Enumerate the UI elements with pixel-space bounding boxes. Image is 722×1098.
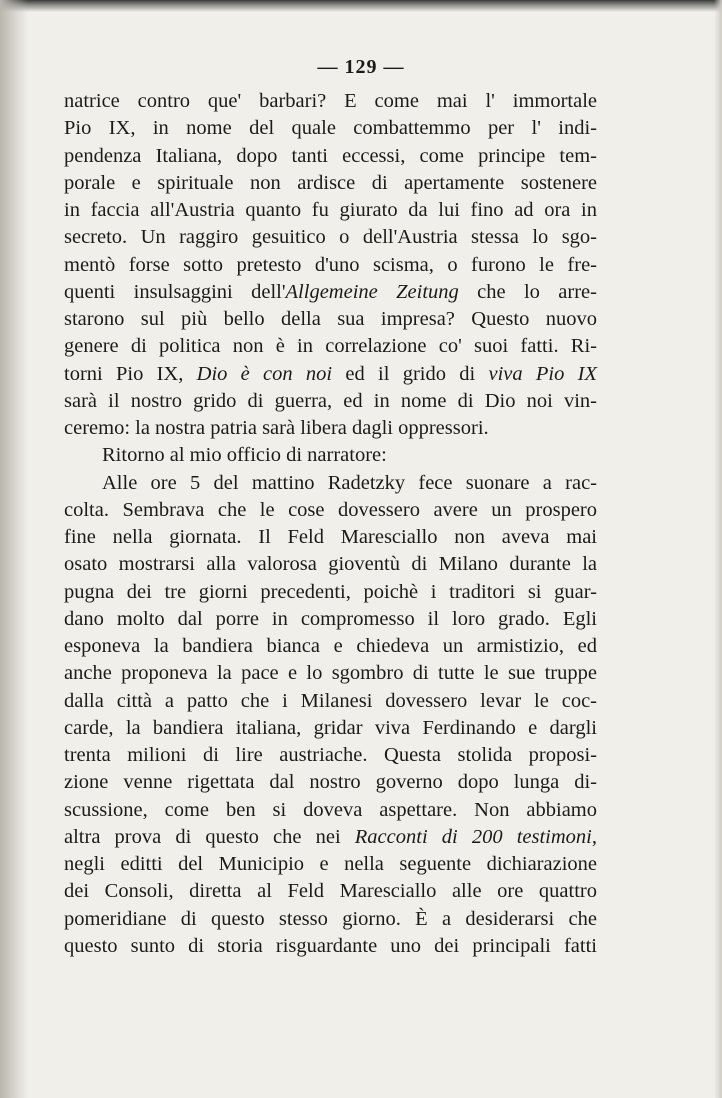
italic-phrase: Racconti di 200 testimoni	[354, 825, 592, 848]
text-line	[64, 361, 597, 388]
text-run: ed il grido di	[332, 362, 489, 385]
text-line: fine nella giornata. Il Feld Maresciallo non aveva mai	[64, 526, 597, 548]
text-line: genere di politica non è in correlazione co' suoi fatti. Ri-	[64, 335, 597, 358]
page-top-shadow	[0, 0, 722, 12]
text-run: quenti insulsaggini dell'	[64, 280, 286, 303]
text-line	[64, 824, 597, 851]
text-line: negli editti del Municipio e nella seguente dichiarazione	[64, 853, 597, 875]
text-line: colta. Sembrava che le cose dovessero avere un prospero	[64, 498, 597, 521]
text-line: pomeridiane di questo stesso giorno. È a desiderarsi che	[64, 907, 597, 930]
text-line: esponeva la bandiera bianca e chiedeva un armistizio, ed	[64, 635, 597, 657]
body-text	[64, 88, 597, 960]
text-line: anche proponeva la pace e lo sgombro di tutte le sue truppe	[64, 662, 597, 685]
page-number: — 129 —	[317, 56, 405, 78]
text-line: zione venne rigettata dal nostro governo dopo lunga di-	[64, 771, 597, 794]
text-line: Pio IX, in nome del quale combattemmo per l' indi-	[64, 117, 597, 140]
text-line: osato mostrarsi alla valorosa gioventù di Milano durante la	[64, 553, 597, 576]
text-line: starono sul più bello della sua impresa? Questo nuovo	[64, 308, 597, 330]
spine-shadow	[0, 0, 28, 1098]
text-line: dei Consoli, diretta al Feld Maresciallo alle ore quattro	[64, 880, 597, 903]
italic-phrase: viva Pio IX	[488, 362, 597, 385]
text-run: altra prova di questo che nei	[64, 825, 355, 848]
italic-phrase: Allgemeine Zeitung	[285, 280, 459, 303]
text-line: pugna dei tre giorni precedenti, poichè i traditori si guar-	[64, 580, 597, 603]
text-line: questo sunto di storia risguardante uno dei principali fatti	[64, 934, 597, 957]
text-run: ,	[591, 825, 597, 848]
text-line: dalla città a patto che i Milanesi dovessero levar le coc-	[64, 689, 597, 712]
text-line: Alle ore 5 del mattino Radetzky fece suonare a rac-	[102, 471, 597, 494]
text-line: dano molto dal porre in compromesso il loro grado. Egli	[64, 607, 597, 630]
text-line: in faccia all'Austria quanto fu giurato da lui fino ad ora in	[64, 199, 597, 221]
text-line: carde, la bandiera italiana, gridar viva Ferdinando e dargli	[64, 716, 597, 739]
text-line: trenta milioni di lire austriache. Questa stolida proposi-	[64, 744, 597, 766]
text-line: pendenza Italiana, dopo tanti eccessi, come principe tem-	[64, 144, 597, 167]
text-run: che lo arre-	[458, 280, 597, 303]
text-line: Ritorno al mio officio di narratore:	[102, 444, 387, 467]
text-line: sarà il nostro grido di guerra, ed in nome di Dio noi vin-	[64, 389, 597, 412]
text-line: porale e spirituale non ardisce di apertamente sostenere	[64, 171, 597, 194]
text-line: scussione, come ben si doveva aspettare. Non abbiamo	[64, 798, 597, 821]
italic-phrase: Dio è con noi	[196, 362, 333, 385]
text-line: natrice contro que' barbari? E come mai l' immortale	[64, 90, 597, 112]
text-line: secreto. Un raggiro gesuitico o dell'Austria stessa lo sgo-	[64, 226, 597, 249]
text-line: ceremo: la nostra patria sarà libera dagli oppressori.	[64, 417, 489, 439]
page-right-edge	[714, 0, 722, 1098]
text-line: mentò forse sotto pretesto d'uno scisma, o furono le fre-	[64, 253, 597, 276]
text-run: torni Pio IX,	[64, 362, 197, 385]
text-line	[64, 279, 597, 306]
